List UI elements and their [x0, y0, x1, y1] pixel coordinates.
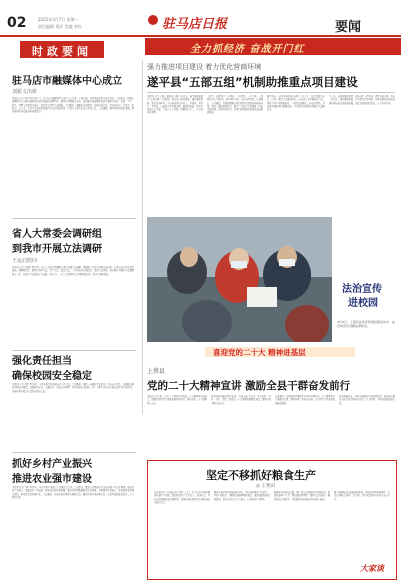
lead-article-body-col-4: 下一步，该县将继续深化“五部五组”工作机制，紧盯目标任务，压实工作责任，强化要素保障，持续优化营商环境，以项目建设的新成效推动县域经济高质量发展，以优异成绩迎接党的二十大胜利召开。 [329, 95, 395, 105]
section-name: 要闻 [335, 20, 362, 35]
column-header [20, 41, 104, 58]
left-article-4-headline-line-1: 抓好乡村产业振兴 [12, 459, 92, 470]
left-divider-3 [12, 452, 136, 453]
lead-article-body-col-3: 截至目前，该县共谋划重点项目一百余个，总投资数百亿元，已开工项目占比逐步提升。该县还大力开展招商引资，围绕主导产业精准招商，一批投资规模大、科技含量高、带动能力强的项目相继落地，为全县经济高质量发展注入强劲动力。 [267, 95, 325, 112]
left-divider-2 [12, 350, 136, 351]
photo-story-title-line-1: 法治宣传 [342, 284, 382, 295]
photo-story-title-line-2: 进校园 [348, 298, 378, 309]
left-article-3-body: 本报讯 记者 张磊 3月4日，市教育局召开校园安全工作会议。会议要求，要进一步强化责任担当，压实安全责任，全面排查整治校园安全隐患，加强食品安全、交通安全、消防安全管理，筑牢校园安全防线，为广大师生营造安全稳定的学习生活环境。各县区教育部门负责同志参加会议。 [12, 383, 134, 393]
editorial-headline: 坚定不移抓好粮食生产 [206, 469, 316, 482]
left-article-3-headline-line-2: 确保校园安全稳定 [12, 371, 92, 382]
shangcai-body-col-3: 该县要求，各级党组织要把学习宣传贯彻党的二十大精神作为首要政治任务，推动各项工作落实落地，奋力谱写上蔡高质量发展新篇章。 [275, 395, 335, 405]
school-photo [147, 217, 332, 342]
editorial-stamp: 大家谈 [360, 564, 384, 573]
left-article-4-headline-line-2: 推进农业强市建设 [12, 474, 92, 485]
left-divider-1 [12, 218, 136, 219]
left-article-3-headline-line-1: 强化责任担当 [12, 356, 72, 367]
lead-headline-rule [147, 92, 395, 93]
slogan-strip [205, 347, 355, 357]
shangcai-body-col-1: 本报讯 记者 姜 宇 近日，上蔡县召开党的二十大精神宣讲动员会，组建宣讲团深入基层开展宣讲活动，推动党的二十大精神深入人心。 [147, 395, 207, 405]
masthead-rule [0, 35, 401, 37]
editorial-body-col-2: 要落实最严格的耕地保护制度，坚决遏制耕地“非农化”，严防“非粮化”，确保粮食播种面积稳定。要加强高标准农田建设，提升农业综合生产能力，夯实粮食生产根基。 [214, 491, 270, 501]
lead-article-kicker: 强力推进项目建设 着力优化营商环境 [147, 63, 262, 71]
column-title: 时政要闻 [32, 45, 92, 58]
shangcai-kicker: 上蔡县 [147, 368, 166, 375]
photo-scene [147, 217, 332, 342]
left-article-4-body: 本报讯 记者 李华 3月5日，全市乡村产业振兴工作推进会召开。会议指出，要深入贯彻落实中央和省委一号文件精神，抓好乡村产业振兴，做强农业产业链条，推动农业高质量发展。要持续巩固拓展脱贫攻坚成果，全面推进乡村振兴，加快推进农业强市建设，推动农业农村现代化。会议要求，各地各部门要切实履职尽责，确保各项任务落到实处，以优异成绩迎接党的二十大胜利召开。 [12, 486, 134, 499]
editorial-body-col-1: 民以食为天，粮食安全是“国之大者”。驻马店是全国重要的粮食生产基地，抓好粮食生产责任重大、使命光荣。当前正值春耕备播关键时期，各级各部门要坚决扛稳粮食安全政治责任。 [154, 491, 210, 504]
campaign-banner [145, 38, 401, 55]
editorial-body-col-3: 要强化农业科技支撑，推广优良品种和先进适用技术，提高粮食单产水平。要加强田间管理，做好病虫害防控，确保夏粮丰收到手，为保障国家粮食安全作出更大贡献。 [274, 491, 330, 501]
banner-text: 全力抓经济 奋战开门红 [190, 44, 305, 55]
lead-article-headline: 遂平县“五部五组”机制助推重点项目建设 [147, 75, 358, 89]
editorial-byline: ◎ 王秀田 [256, 484, 275, 489]
left-article-2-headline-line-1: 省人大常委会调研组 [12, 229, 102, 240]
page-number: 02 [7, 15, 27, 31]
editorial-box [147, 460, 397, 580]
column-divider [142, 60, 143, 414]
shangcai-headline: 党的二十大精神宣讲 激励全县干群奋发前行 [147, 380, 351, 392]
editorial-body-col-4: 要完善种粮农民收益保障机制，调动农民种粮积极性，让农民种粮有钱挣、得实惠，切实把饭碗牢牢端在自己手中。 [334, 491, 390, 501]
left-article-1-headline: 驻马店市融媒体中心成立 [12, 76, 122, 87]
slogan-text: 喜迎党的二十大 精神进基层 [213, 348, 306, 357]
lead-article-body-col-2: 工作中，该县坚持“一个项目、一名领导、一个专班、一抓到底”的工作机制，建立项目台账，实行挂图作战，每周调度、每月通报，及时协调解决项目建设中遇到的困难和问题。同时，强化服务意识，推行“一站式”审批服务，压缩审批时限，提高审批效率，为项目建设提供优质高效的服务保障。 [207, 95, 263, 115]
shangcai-body-col-2: 宣讲团成员通过集中宣讲、互动交流等方式，深入乡村、社区、企业、学校，把党的二十大精神送到群众身边，激励全县干群奋发前行。 [211, 395, 271, 405]
left-article-1-byline: 刘振文出席 [12, 89, 38, 95]
left-article-2-headline-line-2: 到我市开展立法调研 [12, 244, 102, 255]
paper-emblem-icon [148, 15, 158, 25]
photo-story-caption: 3月4日，上蔡县法治宣传进校园活动中，法官向学生讲解法律知识。 [337, 320, 395, 328]
masthead-date: 2022年3月7日 星期一 [38, 17, 79, 22]
lead-article-body-col-1: 本报讯 记者 丁新庄 通讯员 李维 今年以来，遂平县创新推行“五部五组”工作机制，聚焦重点项目建设，强化要素保障，优化营商环境，全力推动项目早开工、早建设、早投产、早见效。该县成立项目推进部、要素保障部、督查考核部等五个部，下设五个工作组，明确责任分工，实行清单化管理。 [147, 95, 203, 115]
paper-name-logo: 驻马店日报 [162, 17, 228, 32]
left-article-1-body: 本报讯 记者 刘洋 3月4日上午，驻马店市融媒体中心成立大会召开。市委常委、宣传部长出席会议并讲话。会议指出，组建市融媒体中心是推进媒体深度融合发展的重要举措，要坚持正确政治方向，加快推动传统媒体和新兴媒体在内容、渠道、平台、经营、管理等方面深度融合，着力打造新型主流媒体。会议要求，要强化内容建设，创新传播方式，提升传播力、引导力、影响力、公信力，为驻马店高质量发展营造良好舆论氛围。市直有关单位负责人参加会议。会议强调，要坚持移动优先策略，推动优质内容资源向移动端集中。 [12, 97, 134, 114]
left-article-2-byline: 王运启陪同 [12, 258, 38, 264]
masthead [0, 0, 401, 37]
masthead-editors: 责任编辑 刘洋 美编 李红 [38, 24, 82, 29]
left-article-2-body: 本报讯 记者 王建设 3月3日，省人大常委会调研组来我市开展立法调研。调研组一行深入基层实地察看，召开座谈会听取意见建议。调研组指出，要坚持科学立法、民主立法、依法立法，广泛听取各方面意见，提高立法质量。我市要认真做好立法调研配合工作，为地方立法提供有力支撑。座谈会上，与会人员围绕立法草案发表意见，提出了修改建议。 [12, 266, 134, 276]
shangcai-body-col-4: 活动开展以来，全县干部群众学习热情高涨，纷纷表示要以实际行动贯彻落实党的二十大精神，为县域发展贡献力量。 [339, 395, 395, 405]
